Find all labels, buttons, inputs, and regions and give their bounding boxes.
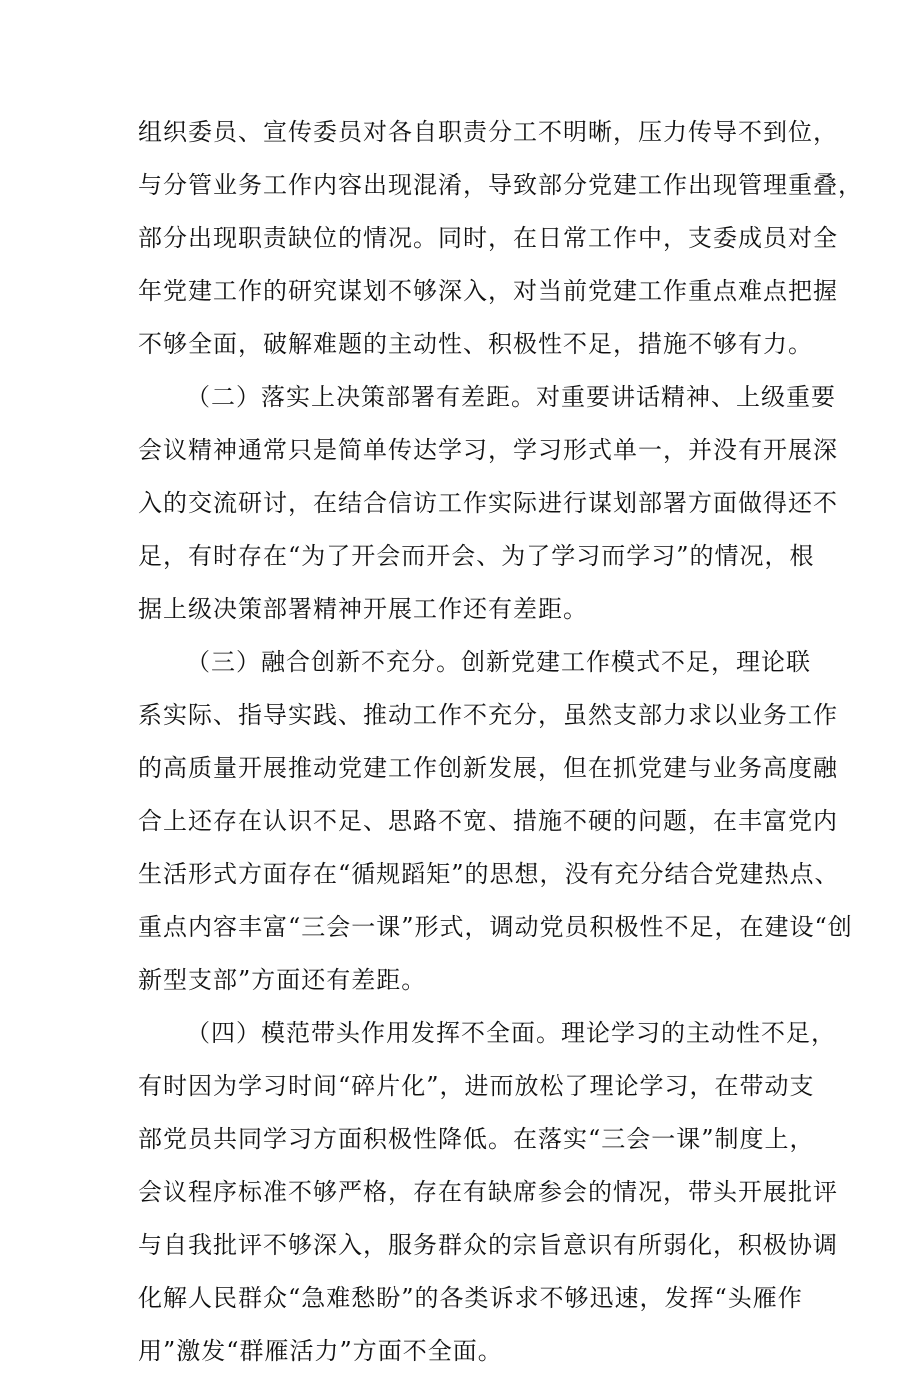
text-line: 足，有时存在“为了开会而开会、为了学习而学习”的情况，根 (138, 542, 815, 570)
text-line: 入的交流研讨，在结合信访工作实际进行谋划部署方面做得还不 (138, 489, 838, 517)
text-line: 组织委员、宣传委员对各自职责分工不明晰，压力传导不到位， (138, 118, 838, 146)
text-line: 新型支部”方面还有差距。 (138, 966, 427, 994)
text-line: 会议精神通常只是简单传达学习，学习形式单一，并没有开展深 (138, 436, 838, 464)
text-line: 与自我批评不够深入，服务群众的宗旨意识有所弱化，积极协调 (138, 1231, 838, 1259)
text-line: 年党建工作的研究谋划不够深入，对当前党建工作重点难点把握 (138, 277, 838, 305)
text-line: 化解人民群众“急难愁盼”的各类诉求不够迅速，发挥“头雁作 (138, 1284, 803, 1312)
text-line: 部党员共同学习方面积极性降低。在落实“三会一课”制度上， (138, 1125, 815, 1153)
document-body (138, 106, 863, 1378)
text-line: 有时因为学习时间“碎片化”，进而放松了理论学习，在带动支 (138, 1072, 815, 1100)
paragraph-heading-line: （二）落实上决策部署有差距。对重要讲话精神、上级重要 (186, 383, 836, 411)
text-line: 据上级决策部署精神开展工作还有差距。 (138, 595, 588, 623)
text-line: 重点内容丰富“三会一课”形式，调动党员积极性不足，在建设“创 (138, 913, 853, 941)
text-line: 不够全面，破解难题的主动性、积极性不足，措施不够有力。 (138, 330, 813, 358)
text-line: 的高质量开展推动党建工作创新发展，但在抓党建与业务高度融 (138, 754, 838, 782)
paragraph-heading-line: （三）融合创新不充分。创新党建工作模式不足，理论联 (186, 648, 811, 676)
text-line: 部分出现职责缺位的情况。同时，在日常工作中，支委成员对全 (138, 224, 838, 252)
text-line: 合上还存在认识不足、思路不宽、措施不硬的问题，在丰富党内 (138, 807, 838, 835)
text-line: 用”激发“群雁活力”方面不全面。 (138, 1337, 503, 1365)
text-line: 系实际、指导实践、推动工作不充分，虽然支部力求以业务工作 (138, 701, 838, 729)
text-line: 会议程序标准不够严格，存在有缺席参会的情况，带头开展批评 (138, 1178, 838, 1206)
paragraph-heading-line: （四）模范带头作用发挥不全面。理论学习的主动性不足， (186, 1019, 836, 1047)
text-line: 生活形式方面存在“循规蹈矩”的思想，没有充分结合党建热点、 (138, 860, 840, 888)
text-line: 与分管业务工作内容出现混淆，导致部分党建工作出现管理重叠， (138, 171, 863, 199)
